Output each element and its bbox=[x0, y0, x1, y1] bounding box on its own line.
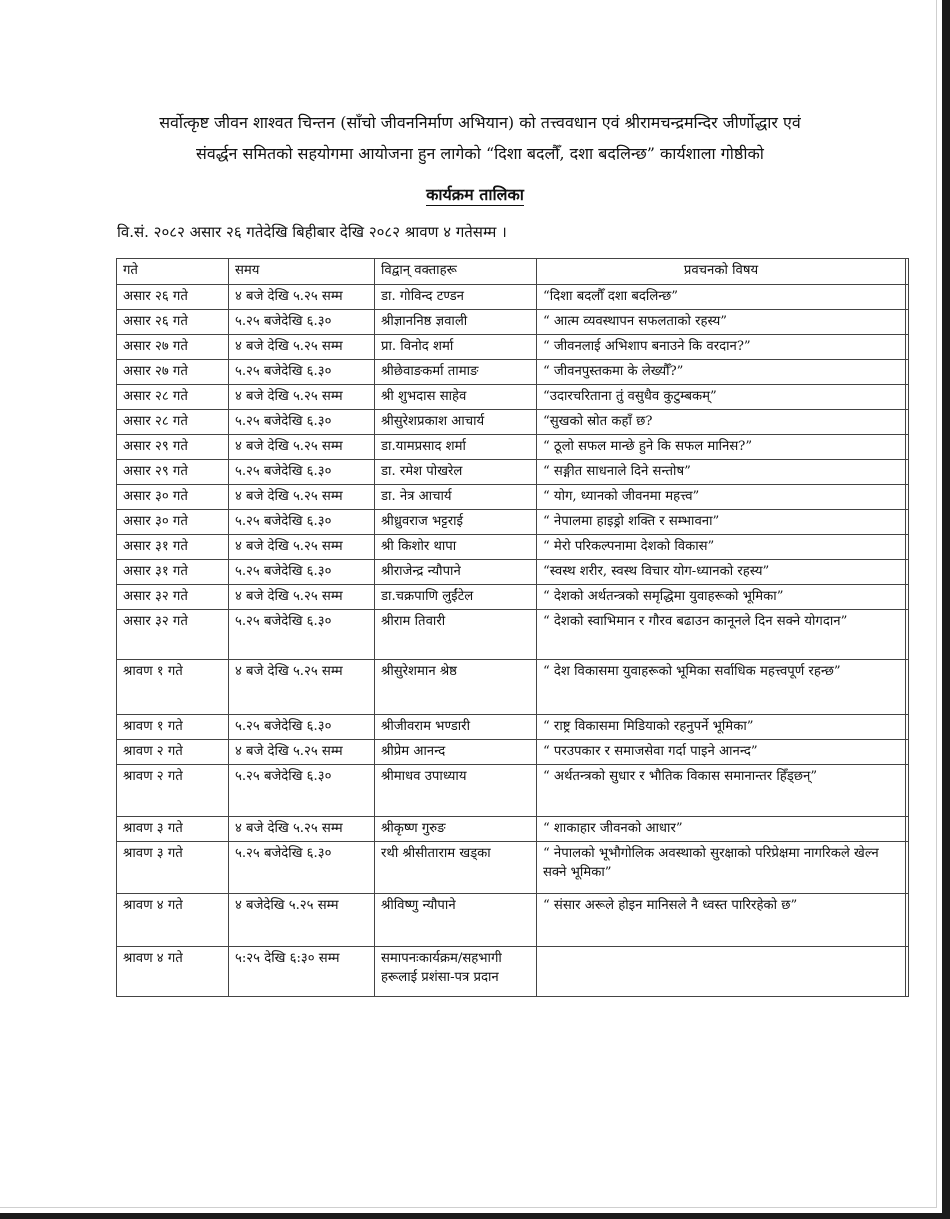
cell-speaker: श्रीछेवाङकर्मा तामाङ bbox=[375, 360, 537, 385]
cell-speaker: डा.चक्रपाणि लुईंटेल bbox=[375, 585, 537, 610]
cell-speaker: श्री किशोर थापा bbox=[375, 535, 537, 560]
cell-topic: “ नेपालमा हाइड्रो शक्ति र सम्भावना” bbox=[537, 510, 906, 535]
cell-time: ५.२५ बजेदेखि ६.३० bbox=[229, 460, 375, 485]
cell-date: असार ३० गते bbox=[117, 485, 229, 510]
cell-date: श्रावण २ गते bbox=[117, 765, 229, 817]
cell-topic: “सुखको स्रोत कहाँ छ? bbox=[537, 410, 906, 435]
cell-time: ५.२५ बजेदेखि ६.३० bbox=[229, 360, 375, 385]
cell-speaker: श्रीविष्णु न्यौपाने bbox=[375, 894, 537, 947]
cell-topic: “ शाकाहार जीवनको आधार” bbox=[537, 817, 906, 842]
cell-speaker: डा. गोविन्द टण्डन bbox=[375, 285, 537, 310]
cell-date: असार २८ गते bbox=[117, 385, 229, 410]
cell-extra bbox=[906, 485, 909, 510]
program-schedule-title bbox=[0, 183, 950, 205]
cell-date: असार २९ गते bbox=[117, 435, 229, 460]
cell-topic: “उदारचरिताना तुं वसुधैव कुटुम्बकम्” bbox=[537, 385, 906, 410]
cell-topic: “ योग, ध्यानको जीवनमा महत्त्व” bbox=[537, 485, 906, 510]
cell-date: असार २९ गते bbox=[117, 460, 229, 485]
heading-line-1: सर्वोत्कृष्ट जीवन शाश्वत चिन्तन (साँचो जीवननिर्माण अभियान) को तत्त्ववधान एवं श्रीरामचन्द्रमन्दिर जीर्णोद्धार एवं bbox=[159, 113, 801, 132]
cell-time: ५.२५ बजेदेखि ६.३० bbox=[229, 715, 375, 740]
cell-topic: “ देशको अर्थतन्त्रको समृद्धिमा युवाहरूको भूमिका” bbox=[537, 585, 906, 610]
header-topic: प्रवचनको विषय bbox=[537, 259, 906, 285]
cell-extra bbox=[906, 740, 909, 765]
cell-time: ५.२५ बजेदेखि ६.३० bbox=[229, 842, 375, 894]
cell-date: असार ३२ गते bbox=[117, 585, 229, 610]
table-row bbox=[117, 285, 909, 310]
cell-extra bbox=[906, 842, 909, 894]
cell-extra bbox=[906, 660, 909, 715]
cell-extra bbox=[906, 460, 909, 485]
cell-speaker: डा. रमेश पोखरेल bbox=[375, 460, 537, 485]
cell-time: ४ बजे देखि ५.२५ सम्म bbox=[229, 435, 375, 460]
cell-extra bbox=[906, 947, 909, 997]
cell-time: ४ बजे देखि ५.२५ सम्म bbox=[229, 535, 375, 560]
cell-speaker: श्रीसुरेशमान श्रेष्ठ bbox=[375, 660, 537, 715]
schedule-table bbox=[116, 258, 909, 997]
table-row bbox=[117, 765, 909, 817]
cell-date: असार २६ गते bbox=[117, 310, 229, 335]
table-row bbox=[117, 410, 909, 435]
table-row bbox=[117, 510, 909, 535]
cell-speaker: श्रीप्रेम आनन्द bbox=[375, 740, 537, 765]
table-row bbox=[117, 435, 909, 460]
cell-extra bbox=[906, 560, 909, 585]
table-row bbox=[117, 894, 909, 947]
cell-time: ५:२५ देखि ६:३० सम्म bbox=[229, 947, 375, 997]
cell-speaker: श्रीसुरेशप्रकाश आचार्य bbox=[375, 410, 537, 435]
cell-topic: “ संसार अरूले होइन मानिसले नै ध्वस्त पारिरहेको छ” bbox=[537, 894, 906, 947]
table-row bbox=[117, 560, 909, 585]
cell-speaker: श्रीमाधव उपाध्याय bbox=[375, 765, 537, 817]
header-date: गते bbox=[117, 259, 229, 285]
cell-time: ४ बजे देखि ५.२५ सम्म bbox=[229, 335, 375, 360]
table-row bbox=[117, 335, 909, 360]
table-row bbox=[117, 485, 909, 510]
cell-extra bbox=[906, 410, 909, 435]
cell-speaker: श्रीकृष्ण गुरुङ bbox=[375, 817, 537, 842]
cell-extra bbox=[906, 610, 909, 660]
cell-time: ५.२५ बजेदेखि ६.३० bbox=[229, 310, 375, 335]
cell-speaker: प्रा. विनोद शर्मा bbox=[375, 335, 537, 360]
table-row bbox=[117, 535, 909, 560]
cell-date: असार ३१ गते bbox=[117, 535, 229, 560]
cell-date: श्रावण ३ गते bbox=[117, 817, 229, 842]
header-time: समय bbox=[229, 259, 375, 285]
cell-topic: “ आत्म व्यवस्थापन सफलताको रहस्य” bbox=[537, 310, 906, 335]
cell-extra bbox=[906, 385, 909, 410]
cell-speaker: डा. नेत्र आचार्य bbox=[375, 485, 537, 510]
cell-time: ४ बजे देखि ५.२५ सम्म bbox=[229, 740, 375, 765]
cell-time: ४ बजे देखि ५.२५ सम्म bbox=[229, 385, 375, 410]
table-row bbox=[117, 360, 909, 385]
table-row bbox=[117, 842, 909, 894]
table-row bbox=[117, 660, 909, 715]
heading-line-2: संवर्द्धन समितको सहयोगमा आयोजना हुन लागेको “दिशा बदलौँ, दशा बदलिन्छ” कार्यशाला गोष्ठीको bbox=[196, 144, 764, 163]
table-row bbox=[117, 740, 909, 765]
cell-topic: “ राष्ट्र विकासमा मिडियाको रहनुपर्ने भूमिका” bbox=[537, 715, 906, 740]
cell-extra bbox=[906, 585, 909, 610]
cell-time: ५.२५ बजेदेखि ६.३० bbox=[229, 560, 375, 585]
cell-extra bbox=[906, 715, 909, 740]
cell-speaker: श्रीज्ञाननिष्ठ ज्ञवाली bbox=[375, 310, 537, 335]
cell-topic: “दिशा बदलौँ दशा बदलिन्छ” bbox=[537, 285, 906, 310]
cell-date: असार २६ गते bbox=[117, 285, 229, 310]
header-extra bbox=[906, 259, 909, 285]
cell-topic: “स्वस्थ शरीर, स्वस्थ विचार योग-ध्यानको रहस्य” bbox=[537, 560, 906, 585]
cell-topic: “ ठूलो सफल मान्छे हुने कि सफल मानिस?” bbox=[537, 435, 906, 460]
cell-topic: “ देशको स्वाभिमान र गौरव बढाउन कानूनले दिन सक्ने योगदान” bbox=[537, 610, 906, 660]
cell-speaker: श्रीजीवराम भण्डारी bbox=[375, 715, 537, 740]
cell-date: श्रावण ४ गते bbox=[117, 947, 229, 997]
cell-date: असार ३२ गते bbox=[117, 610, 229, 660]
cell-extra bbox=[906, 360, 909, 385]
table-header-row bbox=[117, 259, 909, 285]
cell-date: श्रावण ३ गते bbox=[117, 842, 229, 894]
cell-extra bbox=[906, 435, 909, 460]
cell-topic bbox=[537, 947, 906, 997]
cell-time: ४ बजे देखि ५.२५ सम्म bbox=[229, 585, 375, 610]
table-row bbox=[117, 715, 909, 740]
cell-date: असार २७ गते bbox=[117, 335, 229, 360]
cell-topic: “ अर्थतन्त्रको सुधार र भौतिक विकास समानान्तर हिँड्छन्” bbox=[537, 765, 906, 817]
cell-speaker: समापनःकार्यक्रम/सहभागी हरूलाई प्रशंसा-पत्र प्रदान bbox=[375, 947, 537, 997]
cell-extra bbox=[906, 894, 909, 947]
table-row bbox=[117, 610, 909, 660]
cell-topic: “ मेरो परिकल्पनामा देशको विकास” bbox=[537, 535, 906, 560]
cell-date: असार २८ गते bbox=[117, 410, 229, 435]
cell-topic: “ जीवनलाई अभिशाप बनाउने कि वरदान?” bbox=[537, 335, 906, 360]
cell-topic: “ सङ्गीत साधनाले दिने सन्तोष” bbox=[537, 460, 906, 485]
cell-date: श्रावण ४ गते bbox=[117, 894, 229, 947]
cell-extra bbox=[906, 817, 909, 842]
cell-time: ५.२५ बजेदेखि ६.३० bbox=[229, 610, 375, 660]
cell-speaker: डा.यामप्रसाद शर्मा bbox=[375, 435, 537, 460]
cell-topic: “ परउपकार र समाजसेवा गर्दा पाइने आनन्द” bbox=[537, 740, 906, 765]
date-range: वि.सं. २०८२ असार २६ गतेदेखि बिहीबार देखि २०८२ श्रावण ४ गतेसम्म । bbox=[117, 223, 507, 241]
table-row bbox=[117, 817, 909, 842]
cell-speaker: श्रीराजेन्द्र न्यौपाने bbox=[375, 560, 537, 585]
cell-date: श्रावण २ गते bbox=[117, 740, 229, 765]
cell-extra bbox=[906, 535, 909, 560]
table-row bbox=[117, 460, 909, 485]
cell-time: ५.२५ बजेदेखि ६.३० bbox=[229, 510, 375, 535]
cell-extra bbox=[906, 335, 909, 360]
cell-extra bbox=[906, 285, 909, 310]
cell-time: ४ बजे देखि ५.२५ सम्म bbox=[229, 660, 375, 715]
cell-topic: “ नेपालको भूभौगोलिक अवस्थाको सुरक्षाको परिप्रेक्षमा नागरिकले खेल्न सक्ने भूमिका” bbox=[537, 842, 906, 894]
cell-time: ४ बजेदेखि ५.२५ सम्म bbox=[229, 894, 375, 947]
table-row bbox=[117, 947, 909, 997]
cell-date: असार ३० गते bbox=[117, 510, 229, 535]
cell-date: असार २७ गते bbox=[117, 360, 229, 385]
cell-time: ४ बजे देखि ५.२५ सम्म bbox=[229, 485, 375, 510]
table-row bbox=[117, 310, 909, 335]
table-row bbox=[117, 385, 909, 410]
cell-extra bbox=[906, 310, 909, 335]
cell-time: ४ बजे देखि ५.२५ सम्म bbox=[229, 817, 375, 842]
header-speaker: विद्वान् वक्ताहरू bbox=[375, 259, 537, 285]
cell-speaker: श्री शुभदास साहेव bbox=[375, 385, 537, 410]
cell-date: असार ३१ गते bbox=[117, 560, 229, 585]
cell-speaker: श्रीराम तिवारी bbox=[375, 610, 537, 660]
cell-topic: “ जीवनपुस्तकमा के लेख्यौँ?” bbox=[537, 360, 906, 385]
cell-speaker: रथी श्रीसीताराम खड्का bbox=[375, 842, 537, 894]
cell-extra bbox=[906, 765, 909, 817]
cell-time: ४ बजे देखि ५.२५ सम्म bbox=[229, 285, 375, 310]
cell-topic: “ देश विकासमा युवाहरूको भूमिका सर्वाधिक महत्त्वपूर्ण रहन्छ” bbox=[537, 660, 906, 715]
table-row bbox=[117, 585, 909, 610]
cell-date: श्रावण १ गते bbox=[117, 715, 229, 740]
cell-speaker: श्रीध्रुवराज भट्टराई bbox=[375, 510, 537, 535]
cell-date: श्रावण १ गते bbox=[117, 660, 229, 715]
subtitle-text: कार्यक्रम तालिका bbox=[426, 185, 524, 204]
cell-time: ५.२५ बजेदेखि ६.३० bbox=[229, 410, 375, 435]
cell-time: ५.२५ बजेदेखि ६.३० bbox=[229, 765, 375, 817]
cell-extra bbox=[906, 510, 909, 535]
